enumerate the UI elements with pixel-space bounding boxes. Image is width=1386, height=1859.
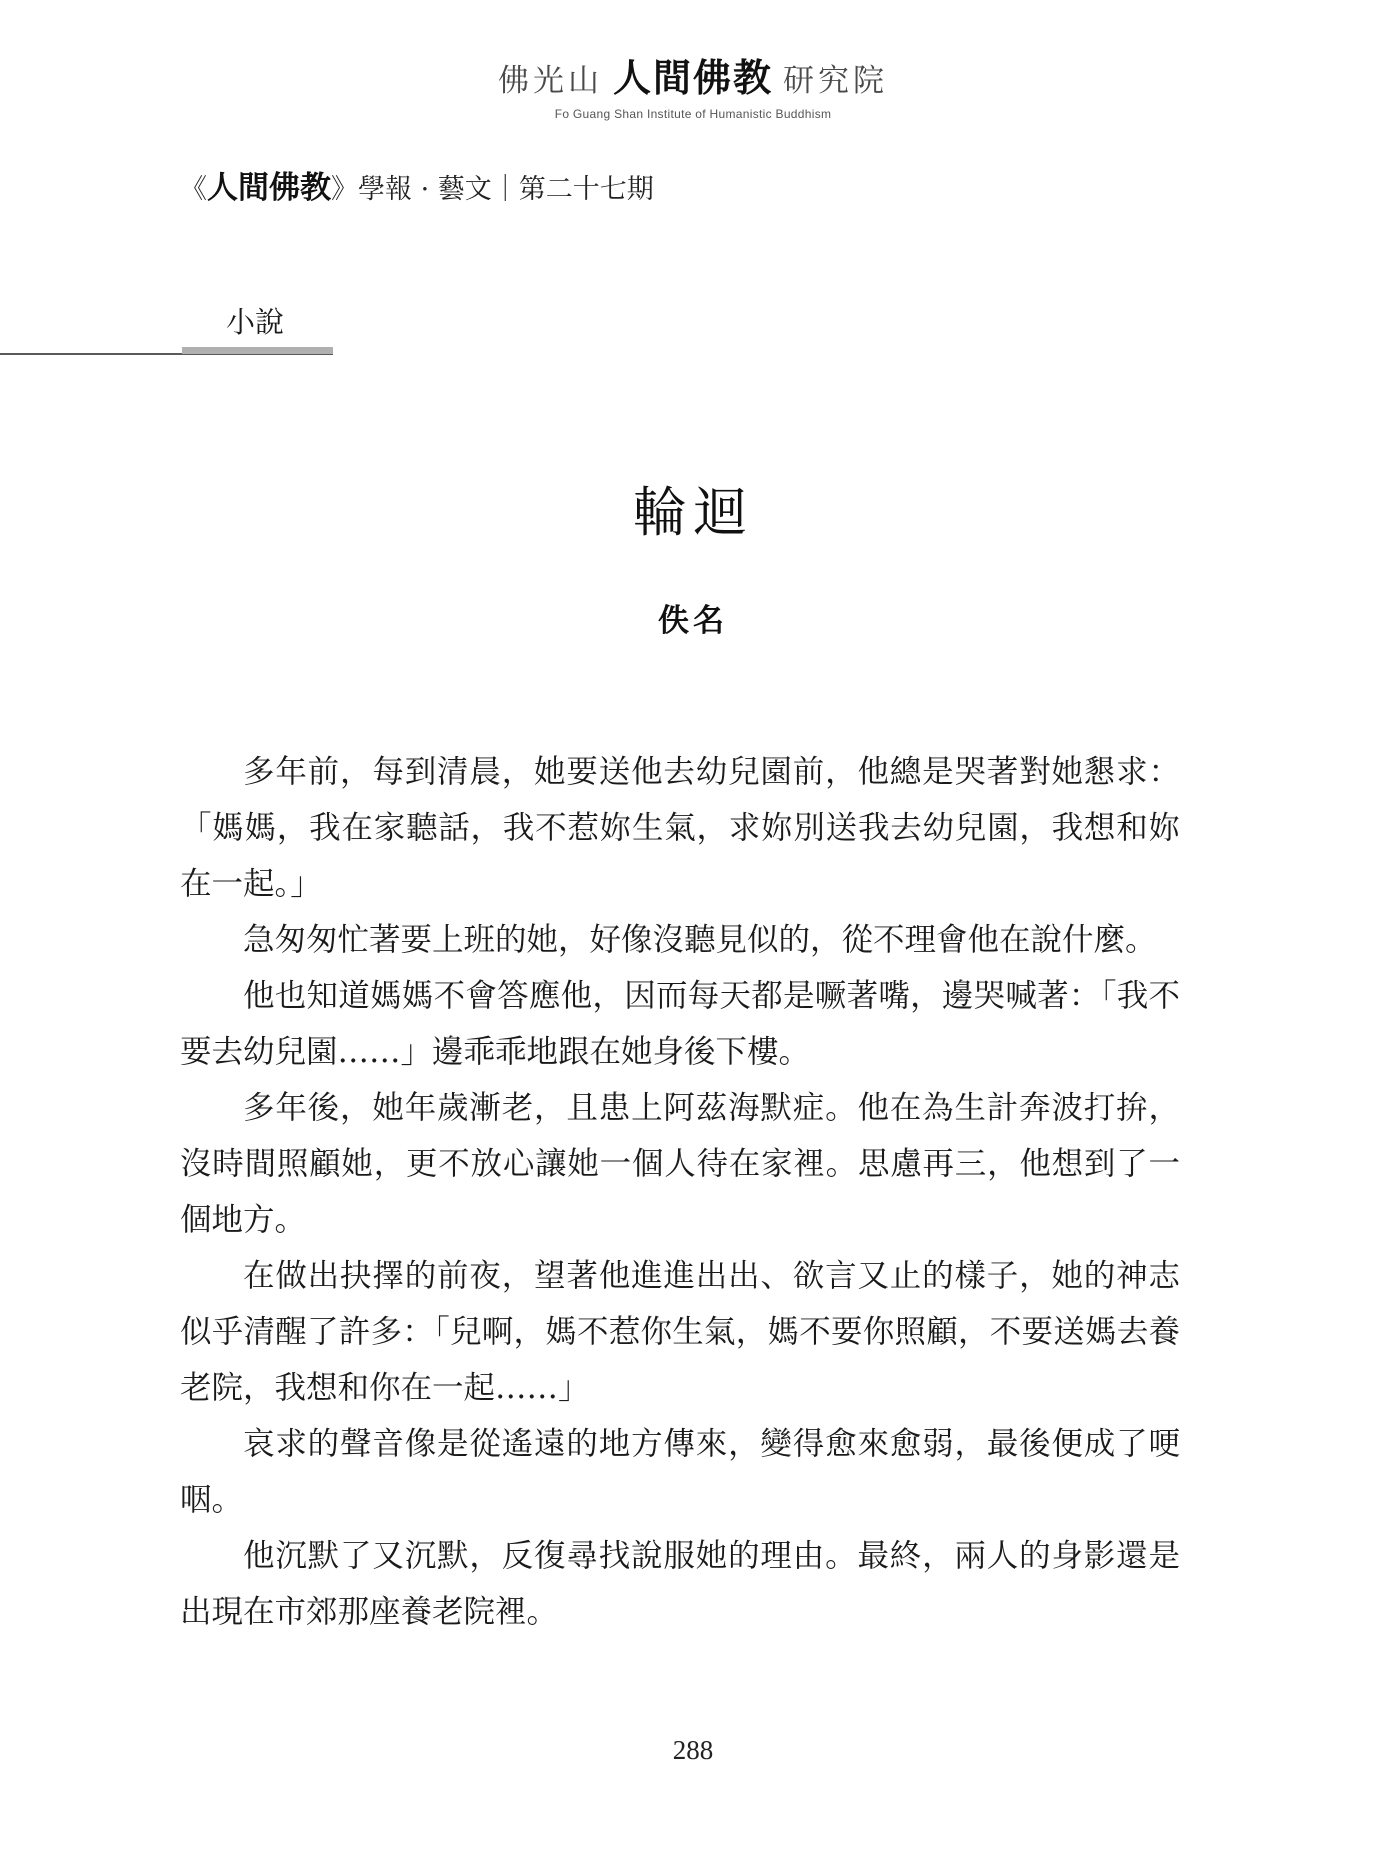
story-title: 輪迴 bbox=[633, 481, 753, 544]
story-paragraph: 多年後，她年歲漸老，且患上阿茲海默症。他在為生計奔波打拚，沒時間照顧她，更不放心讓她一個人待在家裡。思慮再三，他想到了一個地方。 bbox=[180, 1090, 1180, 1238]
story-body bbox=[180, 744, 1180, 1640]
institute-english-name: Fo Guang Shan Institute of Humanistic Buddhism bbox=[554, 107, 832, 121]
section-label: 小說 bbox=[226, 305, 285, 339]
running-head-issue: 學報 · 藝文｜第二十七期 bbox=[358, 174, 654, 205]
institute-prefix: 佛光山 bbox=[497, 63, 603, 99]
institute-suffix: 研究院 bbox=[783, 63, 888, 99]
story-paragraph: 他也知道媽媽不會答應他，因而每天都是噘著嘴，邊哭喊著：「我不要去幼兒園……」邊乖乖地跟在她身後下樓。 bbox=[180, 978, 1180, 1070]
story-paragraph: 急匆匆忙著要上班的她，好像沒聽見似的，從不理會他在說什麼。 bbox=[243, 922, 1157, 958]
section-divider-accent bbox=[182, 347, 333, 354]
page-number: 288 bbox=[672, 1735, 714, 1765]
journal-running-head bbox=[180, 162, 654, 207]
running-head-open-bracket: 《 bbox=[180, 174, 207, 205]
story-paragraph: 哀求的聲音像是從遙遠的地方傳來，變得愈來愈弱，最後便成了哽咽。 bbox=[180, 1426, 1180, 1518]
institute-brand: 人間佛教 bbox=[612, 55, 773, 100]
running-head-close-bracket: 》 bbox=[331, 174, 358, 205]
running-head-brand: 人間佛教 bbox=[207, 170, 331, 206]
story-paragraph: 在做出抉擇的前夜，望著他進進出出、欲言又止的樣子，她的神志似乎清醒了許多：「兒啊，媽不惹你生氣，媽不要你照顧，不要送媽去養老院，我想和你在一起……」 bbox=[180, 1258, 1180, 1406]
story-paragraph: 他沉默了又沉默，反復尋找說服她的理由。最終，兩人的身影還是出現在市郊那座養老院裡。 bbox=[180, 1538, 1180, 1630]
institute-logo bbox=[0, 55, 1386, 101]
story-paragraph: 多年前，每到清晨，她要送他去幼兒園前，他總是哭著對她懇求：「媽媽，我在家聽話，我不惹妳生氣，求妳別送我去幼兒園，我想和妳在一起。」 bbox=[180, 754, 1180, 902]
story-author: 佚名 bbox=[658, 603, 728, 639]
masthead bbox=[0, 55, 1386, 121]
